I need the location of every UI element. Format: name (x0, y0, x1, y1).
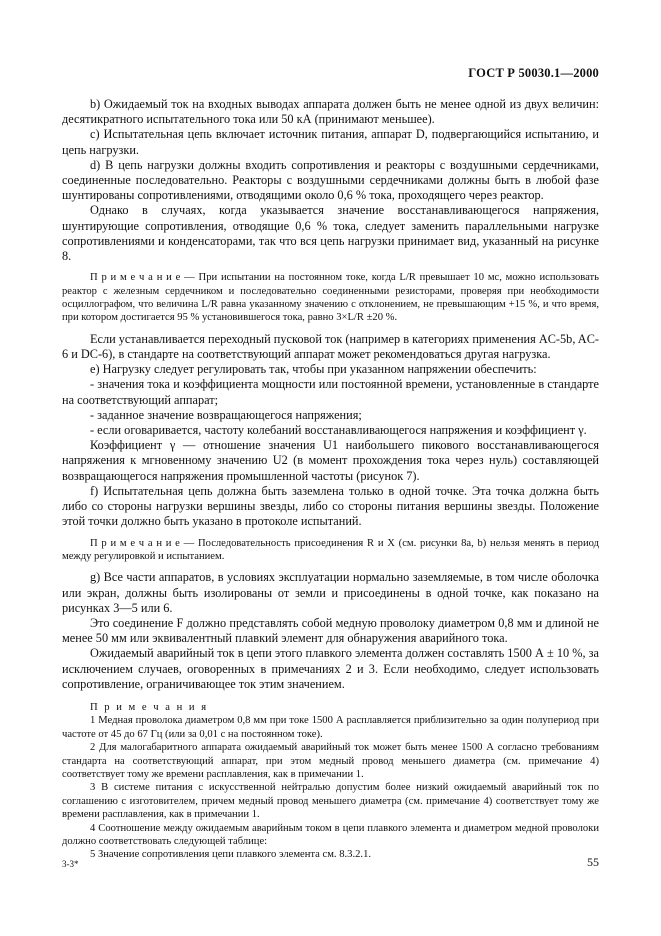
list-item-recovery-voltage: - заданное значение возвращающегося напряжения; (90, 407, 362, 422)
paragraph-f: f) Испытательная цепь должна быть заземлена только в одной точке. Эта точка должна быть либо со стороны нагрузки вершины звезды, либо со стороны питания вершины звезды. Положение этой точки должно быть указано в протоколе испытаний. (62, 483, 599, 529)
page-number: 55 (587, 855, 599, 869)
note-item-3: 3 В системе питания с искусственной нейтралью допустим более низкий ожидаемый аварийный ток по соглашению с изготовителем, причем медный провод меньшего диаметра (см. примечание 4) соответствует тому же времени расплавления, как в примечании 1. (62, 782, 599, 821)
note-rx-sequence: П р и м е ч а н и е — Последовательность присоединения R и X (см. рисунки 8a, b) нельзя менять в период между регулировкой и испытанием. (62, 537, 599, 562)
paragraph-g: g) Все части аппаратов, в условиях эксплуатации нормально заземляемые, в том числе оболочка или экран, должны быть изолированы от земли и присоединены в одной точке, как показано на рисунках 3—5 или 6. (62, 570, 599, 615)
printer-signature: 3-3* (62, 859, 79, 869)
paragraph-fault-current: Ожидаемый аварийный ток в цепи этого плавкого элемента должен составлять 1500 А ± 10 %, за исключением случаев, оговоренных в примечаниях 2 и 3. Если необходимо, следует использовать сопротивление, ограничивающее ток этим значением. (62, 646, 599, 691)
note-item-1: 1 Медная проволока диаметром 0,8 мм при токе 1500 А расплавляется приблизительно за один полупериод при частоте от 45 до 67 Гц (или за 0,01 с на постоянном токе). (62, 715, 599, 740)
paragraph-gamma-coefficient: Коэффициент γ — отношение значения U1 наибольшего пикового восстанавливающегося напряжения к мгновенному значению U2 (в момент прохождения тока через нуль) составляющей возвращающегося напряжения промышленной частоты (рисунок 7). (62, 438, 599, 483)
paragraph-transient-current: Если устанавливается переходный пусковой ток (например в категориях применения AC-5b, AC-6 и DC-6), в стандарте на соответствующий аппарат может рекомендоваться другая нагрузка. (62, 331, 599, 362)
list-item-oscillation-frequency: - если оговаривается, частоту колебаний восстанавливающегося напряжения и коэффициент γ. (90, 423, 587, 438)
notes-title: П р и м е ч а н и я (90, 701, 209, 713)
standard-header: ГОСТ Р 50030.1—2000 (468, 66, 599, 80)
paragraph-b: b) Ожидаемый ток на входных выводах аппарата должен быть не менее одной из двух величин: десятикратного испытательного тока или 50 кА (принимают меньшее). (62, 97, 599, 127)
list-item-current-values: - значения тока и коэффициента мощности или постоянной времени, установленные в стандарте на соответствующий аппарат; (62, 377, 599, 407)
paragraph-d-continued: Однако в случаях, когда указывается значение восстанавливающегося напряжения, шунтирующие сопротивления, отводящие 0,6 % тока, следует заменить параллельными нагрузке сопротивлениями и конденсаторами, так что вся цепь нагрузки принимает вид, указанный на рисунке 8. (62, 203, 599, 264)
paragraph-d: d) В цепь нагрузки должны входить сопротивления и реакторы с воздушными сердечниками, соединенные последовательно. Реакторы с воздушными сердечниками должны быть в любой фазе шунтированы сопротивлениями, отводящими около 0,6 % тока, проходящего через реактор. (62, 157, 599, 203)
paragraph-e: e) Нагрузку следует регулировать так, чтобы при указанном напряжении обеспечить: (90, 362, 537, 377)
paragraph-c: c) Испытательная цепь включает источник питания, аппарат D, подвергающийся испытанию, и цепь нагрузки. (62, 127, 599, 157)
page-body (62, 97, 599, 862)
note-item-4: 4 Соотношение между ожидаемым аварийным током в цепи плавкого элемента и диаметром медной проволоки должно соответствовать следующей таблице: (62, 822, 599, 847)
paragraph-connection-f: Это соединение F должно представлять собой медную проволоку диаметром 0,8 мм и длиной не менее 50 мм или эквивалентный плавкий элемент для обнаружения аварийного тока. (62, 615, 599, 646)
note-dc-test: П р и м е ч а н и е — При испытании на постоянном токе, когда L/R превышает 10 мс, можно использовать реактор с железным сердечником и последовательно соединенными резисторами, проверяя при необходимости осциллографом, что величина L/R равна указанному значению с отклонением, не превышающим +15 %, и что время, при котором достигается 95 % установившегося тока, равно 3×L/R ±20 %. (62, 272, 599, 324)
note-item-5: 5 Значение сопротивления цепи плавкого элемента см. 8.3.2.1. (90, 849, 372, 861)
note-item-2: 2 Для малогабаритного аппарата ожидаемый аварийный ток может быть менее 1500 А согласно требованиям стандарта на соответствующий аппарат, при этом медный провод меньшего диаметра (см. примечание 4) соответствует тому же времени расплавления, как в примечании 1. (62, 742, 599, 780)
